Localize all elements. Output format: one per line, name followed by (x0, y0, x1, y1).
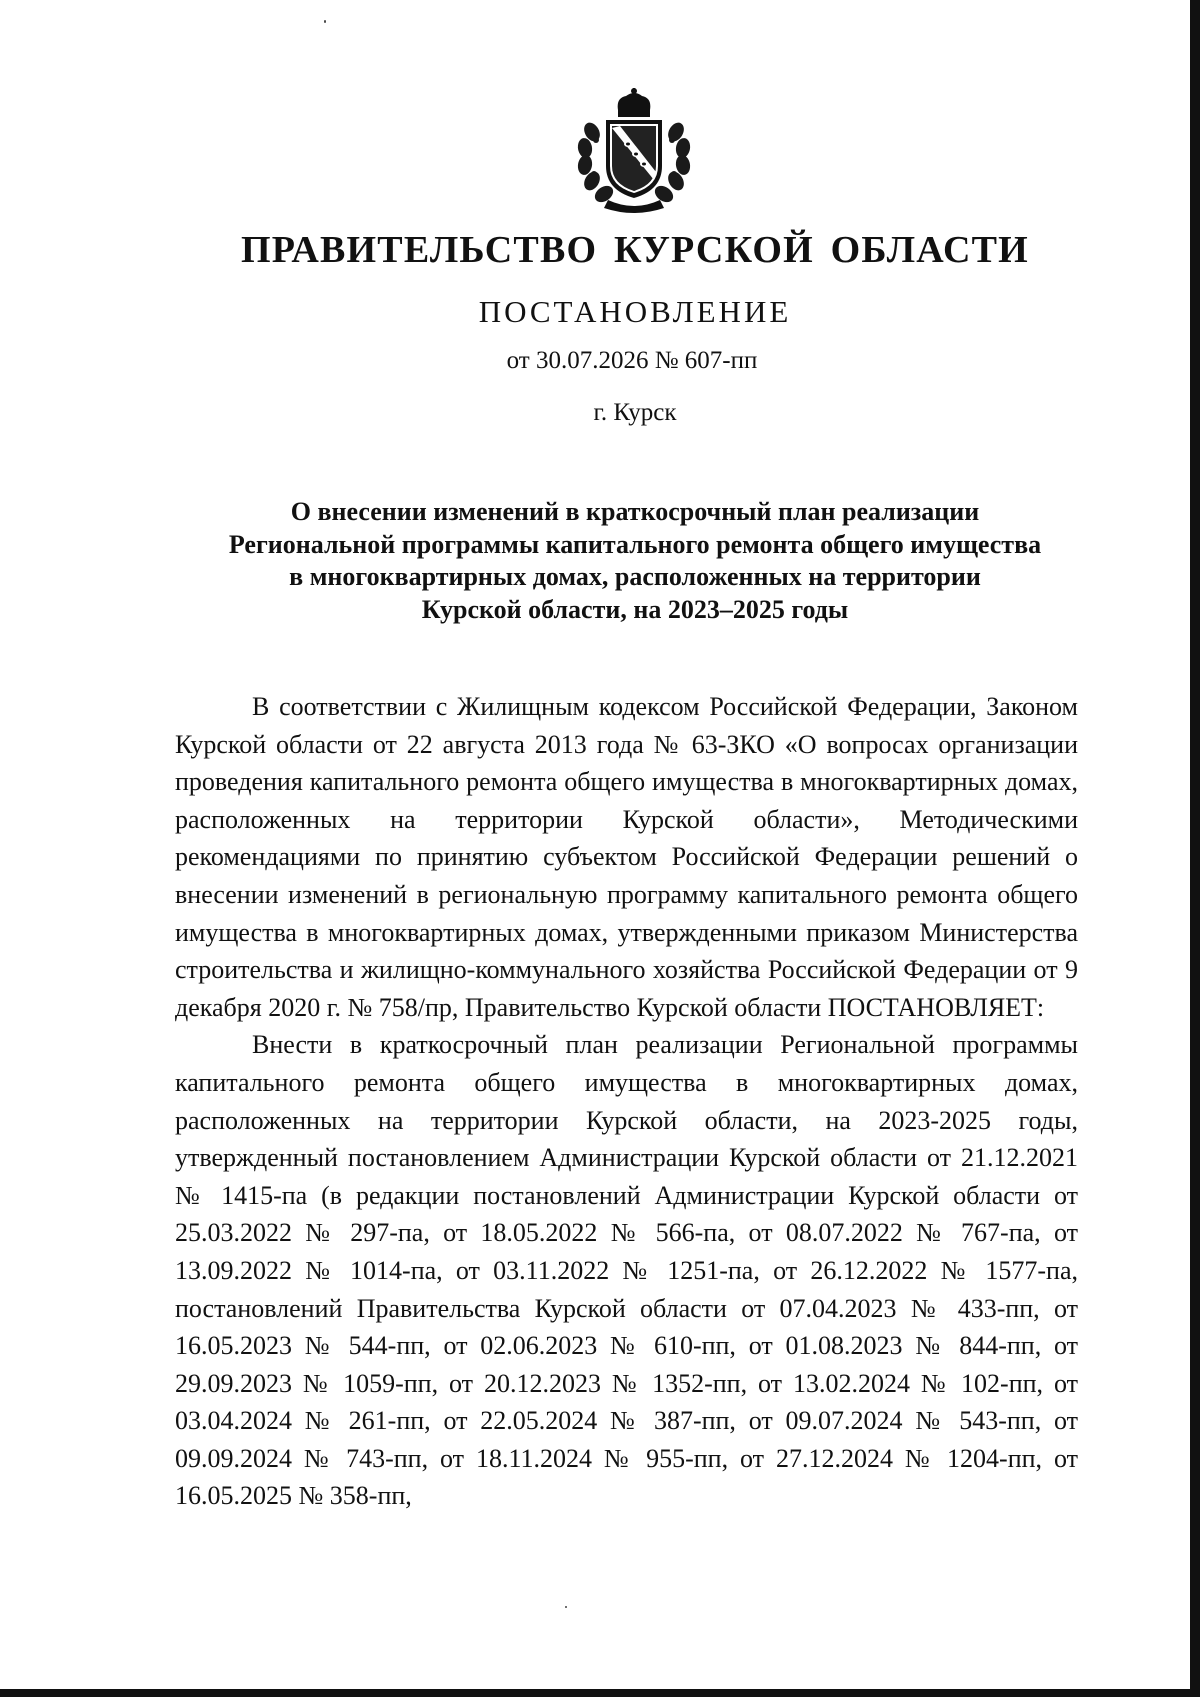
subject-line: в многоквартирных домах, расположенных на территории (289, 562, 981, 591)
document-subject (150, 496, 1120, 626)
subject-line: Курской области, на 2023–2025 годы (421, 594, 849, 624)
scan-speck (324, 20, 326, 23)
document-city: г. Курск (593, 399, 677, 426)
government-title: ПРАВИТЕЛЬСТВО КУРСКОЙ ОБЛАСТИ (241, 229, 1029, 271)
subject-line: О внесении изменений в краткосрочный план реализации (290, 497, 980, 526)
document-number: от 30.07.2026 № 607-пп (506, 347, 758, 374)
body-paragraph: Внести в краткосрочный план реализации Региональной программы капитального ремонта общего имущества в многоквартирных домах, расположенных на территории Курской области, на 2023-2025 годы, утвержденный постановлением Администрации Курской области от 21.12.2021 № 1415-па (в редакции постановлений Администрации Курской области от 25.03.2022 № 297-па, от 18.05.2022 № 566-па, от 08.07.2022 № 767-па, от 13.09.2022 № 1014-па, от 03.11.2022 № 1251-па, от 26.12.2022 № 1577-па, постановлений Правительства Курской области от 07.04.2023 № 433-пп, от 16.05.2023 № 544-пп, от 02.06.2023 № 610-пп, от 01.08.2023 № 844-пп, от 29.09.2023 № 1059-пп, от 20.12.2023 № 1352-пп, от 13.02.2024 № 102-пп, от 03.04.2024 № 261-пп, от 22.05.2024 № 387-пп, от 09.07.2024 № 543-пп, от 09.09.2024 № 743-пп, от 18.11.2024 № 955-пп, от 27.12.2024 № 1204-пп, от 16.05.2025 № 358-пп, (175, 1030, 1078, 1511)
kursk-coat-of-arms-icon (568, 88, 700, 214)
scan-speck (565, 1606, 567, 1608)
document-body (175, 688, 1078, 1515)
body-paragraph: В соответствии с Жилищным кодексом Российской Федерации, Законом Курской области от 22 августа 2013 года № 63-ЗКО «О вопросах организации проведения капитального ремонта общего имущества в многоквартирных домах, расположенных на территории Курской области», Методическими рекомендациями по принятию субъектом Российской Федерации решений о внесении изменений в региональную программу капитального ремонта общего имущества в многоквартирных домах, утвержденными приказом Министерства строительства и жилищно-коммунального хозяйства Российской Федерации от 9 декабря 2020 г. № 758/пр, Правительство Курской области ПОСТАНОВЛЯЕТ: (175, 692, 1078, 1022)
subject-line: Региональной программы капитального ремонта общего имущества (228, 529, 1042, 559)
document-type: ПОСТАНОВЛЕНИЕ (478, 294, 792, 329)
scan-edge-bottom (0, 1689, 1200, 1697)
